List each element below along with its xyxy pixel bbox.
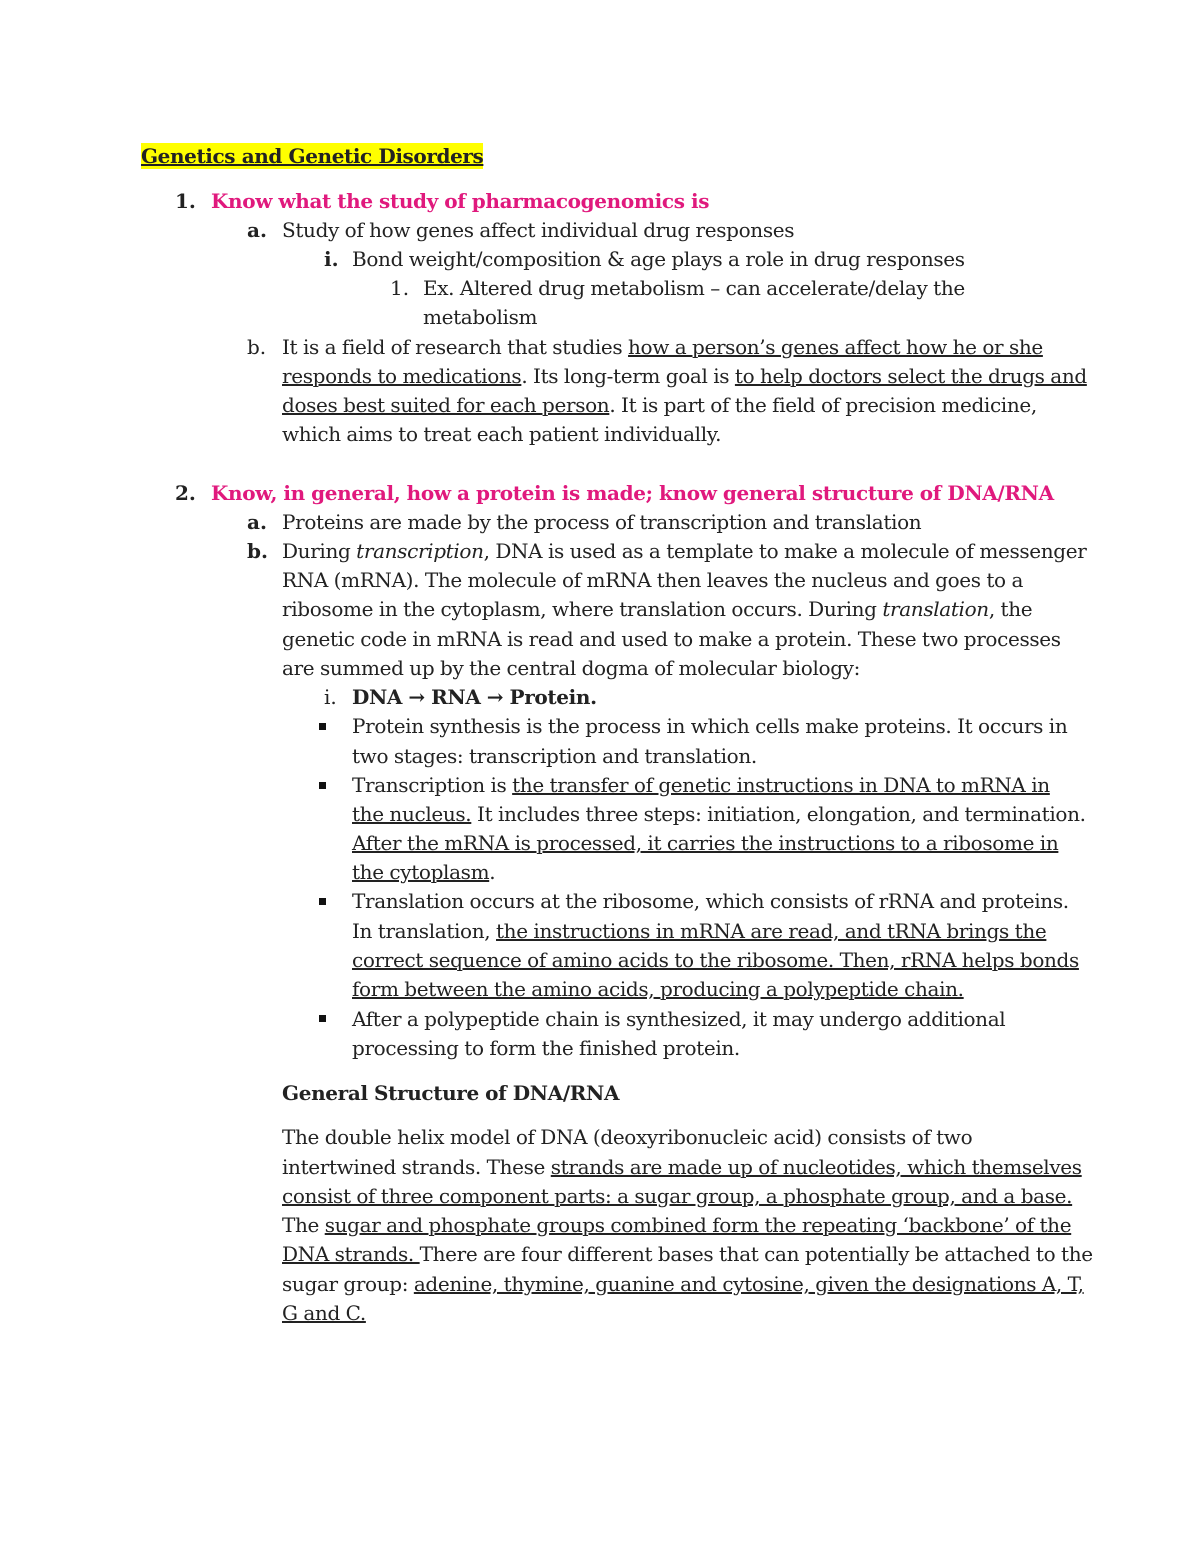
section-1-b-line2: responds to medications. Its long-term goal is to help doctors select the drugs and — [282, 364, 1087, 388]
bullet-4-line1: After a polypeptide chain is synthesized, it may undergo additional — [352, 1007, 1006, 1031]
section-2-a-text: Proteins are made by the process of transcription and translation — [282, 510, 922, 534]
bullet-square-icon — [319, 782, 326, 789]
structure-line3: consist of three component parts: a sugar group, a phosphate group, and a base. — [282, 1184, 1073, 1208]
structure-line1: The double helix model of DNA (deoxyribonucleic acid) consists of two — [282, 1125, 973, 1149]
section-1-b-marker: b. — [247, 335, 267, 359]
section-1-i-marker: i. — [324, 247, 339, 271]
bullet-4-line2: processing to form the finished protein. — [352, 1036, 740, 1060]
section-1-i-text: Bond weight/composition & age plays a role in drug responses — [352, 247, 965, 271]
bullet-2-line4: the cytoplasm. — [352, 860, 496, 884]
section-1-b-line4: which aims to treat each patient individually. — [282, 422, 722, 446]
bullet-2-line3: After the mRNA is processed, it carries the instructions to a ribosome in — [352, 831, 1059, 855]
structure-heading: General Structure of DNA/RNA — [282, 1081, 620, 1105]
section-2-b-line1: During transcription, DNA is used as a template to make a molecule of messenger — [282, 539, 1087, 563]
section-1-a-marker: a. — [247, 218, 267, 242]
bullet-3-line3: correct sequence of amino acids to the ribosome. Then, rRNA helps bonds — [352, 948, 1079, 972]
section-2-b-line4: genetic code in mRNA is read and used to make a protein. These two processes — [282, 627, 1061, 651]
central-dogma: DNA → RNA → Protein. — [352, 685, 597, 709]
bullet-2-line2: the nucleus. It includes three steps: initiation, elongation, and termination. — [352, 802, 1086, 826]
structure-line4: The sugar and phosphate groups combined form the repeating ‘backbone’ of the — [282, 1213, 1072, 1237]
section-2-b-marker: b. — [247, 539, 268, 563]
bullet-square-icon — [319, 1015, 326, 1022]
bullet-3-line2: In translation, the instructions in mRNA are read, and tRNA brings the — [352, 919, 1047, 943]
section-1-number: 1. — [175, 189, 196, 213]
section-1-b-line3: doses best suited for each person. It is part of the field of precision medicine, — [282, 393, 1037, 417]
structure-line7: G and C. — [282, 1301, 366, 1325]
bullet-3-line4: form between the amino acids, producing a polypeptide chain. — [352, 977, 964, 1001]
bullet-square-icon — [319, 898, 326, 905]
section-2-b-line5: are summed up by the central dogma of molecular biology: — [282, 656, 861, 680]
section-1-n1-line1: Ex. Altered drug metabolism – can accelerate/delay the — [423, 276, 965, 300]
bullet-1-line2: two stages: transcription and translation. — [352, 744, 757, 768]
section-1-heading: Know what the study of pharmacogenomics is — [211, 189, 710, 213]
bullet-1-line1: Protein synthesis is the process in which cells make proteins. It occurs in — [352, 714, 1068, 738]
section-2-i-marker: i. — [324, 685, 337, 709]
section-2-b-line3: ribosome in the cytoplasm, where translation occurs. During translation, the — [282, 597, 1033, 621]
section-1-a-text: Study of how genes affect individual drug responses — [282, 218, 795, 242]
section-2-a-marker: a. — [247, 510, 267, 534]
section-1-n1-marker: 1. — [390, 276, 410, 300]
document-title: Genetics and Genetic Disorders — [141, 144, 484, 168]
section-2-b-line2: RNA (mRNA). The molecule of mRNA then leaves the nucleus and goes to a — [282, 568, 1024, 592]
section-2-heading: Know, in general, how a protein is made; know general structure of DNA/RNA — [211, 481, 1054, 505]
section-1-n1-line2: metabolism — [423, 305, 538, 329]
section-2-number: 2. — [175, 481, 196, 505]
structure-line2: intertwined strands. These strands are made up of nucleotides, which themselves — [282, 1155, 1082, 1179]
bullet-square-icon — [319, 723, 326, 730]
section-1-b-line1: It is a field of research that studies how a person’s genes affect how he or she — [282, 335, 1043, 359]
structure-line5: DNA strands. There are four different bases that can potentially be attached to the — [282, 1242, 1093, 1266]
bullet-3-line1: Translation occurs at the ribosome, which consists of rRNA and proteins. — [352, 889, 1069, 913]
bullet-2-line1: Transcription is the transfer of genetic instructions in DNA to mRNA in — [352, 773, 1050, 797]
structure-line6: sugar group: adenine, thymine, guanine and cytosine, given the designations A, T, — [282, 1272, 1084, 1296]
